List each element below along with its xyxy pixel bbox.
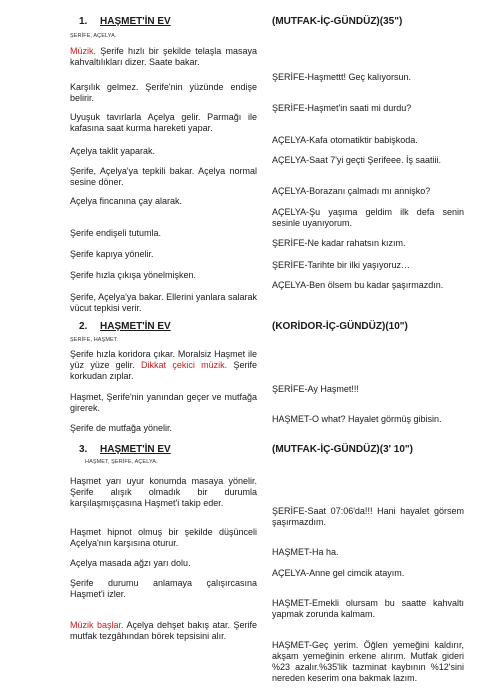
- action-line: Şerife, Açelya'ya bakar. Ellerini yanlara salarak vücut tepkisi verir.: [70, 292, 257, 313]
- action-line: Şerife kapıya yönelir.: [70, 249, 154, 259]
- action-line: Şerife, Açelya'ya tepkili bakar. Açelya normal sesine döner.: [70, 166, 257, 187]
- action-line: Haşmet yarı uyur konumda masaya yönelir. Şerife alışık olmadık bir durumla karşılaşmışçasına Haşmet'i takip eder.: [70, 476, 257, 508]
- scene-cast: ŞERİFE, HAŞMET.: [70, 337, 119, 343]
- dialogue-line: AÇELYA-Borazanı çalmadı mı annişko?: [272, 186, 431, 196]
- scene-location: HAŞMET'İN EV: [100, 321, 171, 332]
- action-line: Açelya taklit yaparak.: [70, 146, 156, 156]
- scene-setting: (MUTFAK-İÇ-GÜNDÜZ)(35"): [272, 16, 403, 27]
- scene-number: 2.: [79, 321, 88, 332]
- scene-cast: ŞERİFE, AÇELYA.: [70, 33, 117, 39]
- dialogue-line: HAŞMET-O what? Hayalet görmüş gibisin.: [272, 414, 442, 424]
- dialogue-line: ŞERİFE-Tarihte bir ilki yaşıyoruz…: [272, 260, 411, 270]
- scene-setting: (MUTFAK-İÇ-GÜNDÜZ)(3' 10"): [272, 444, 413, 455]
- dialogue-line: AÇELYA-Saat 7'yi geçti Şerifeee. İş saatiii.: [272, 155, 441, 165]
- action-line: Açelya masada ağzı yarı dolu.: [70, 558, 191, 568]
- dialogue-line: ŞERİFE-Haşmettt! Geç kalıyorsun.: [272, 72, 412, 82]
- music-cue: Müzik başlar.: [70, 620, 124, 630]
- action-line: Şerife endişeli tutumla.: [70, 228, 162, 238]
- dialogue-line: AÇELYA-Anne gel cimcik atayım.: [272, 568, 405, 578]
- action-line: Şerife de mutfağa yönelir.: [70, 423, 173, 433]
- dialogue-line: ŞERİFE-Haşmet'in saati mi durdu?: [272, 103, 412, 113]
- scene-cast: HAŞMET, ŞERİFE, AÇELYA.: [85, 459, 158, 465]
- dialogue-line: ŞERİFE-Saat 07:06'da!!! Hani hayalet görsem şaşırmazdım.: [272, 506, 464, 527]
- action-line: Şerife hızla koridora çıkar. Moralsiz Haşmet ile yüz yüze gelir. Dikkat çekici müzik. Şerife korkudan zıplar.: [70, 349, 258, 381]
- dialogue-line: HAŞMET-Geç yerim. Öğlen yemeğini kaldırır, akşam yemeğinin erkene alırım. Mutfak gideri %23 azalır.%35'lik tazminat kaybının %12'sini nereden keserim ona bakmak lazım.: [272, 640, 464, 683]
- dialogue-line: HAŞMET-Ha ha.: [272, 547, 339, 557]
- action-line: Açelya fincanına çay alarak.: [70, 196, 183, 206]
- dialogue-line: HAŞMET-Emekli olursam bu saatte kahvaltı yapmak zorunda kalmam.: [272, 598, 464, 619]
- scene-location: HAŞMET'İN EV: [100, 444, 171, 455]
- dialogue-line: AÇELYA-Şu yaşıma geldim ilk defa senin sesinle uyanıyorum.: [272, 207, 464, 228]
- scene-number: 3.: [79, 444, 88, 455]
- action-line: Müzik. Şerife hızlı bir şekilde telaşla masaya kahvaltılıkları dizer. Saate bakar.: [70, 46, 257, 67]
- scene-setting: (KORİDOR-İÇ-GÜNDÜZ)(10"): [272, 321, 408, 332]
- action-line: Karşılık gelmez. Şerife'nin yüzünde endişe belirir.: [70, 82, 257, 103]
- dialogue-line: ŞERİFE-Ay Haşmet!!!: [272, 384, 359, 394]
- dialogue-line: ŞERİFE-Ne kadar rahatsın kızım.: [272, 238, 406, 248]
- dialogue-line: AÇELYA-Kafa otomatiktir babişkoda.: [272, 135, 418, 145]
- scene-number: 1.: [79, 16, 88, 27]
- action-line: Şerife durumu anlamaya çalışırcasına Haşmet'i izler.: [70, 578, 257, 599]
- action-line: Haşmet hipnot olmuş bir şekilde düşünceli Açelya'nın karşısına oturur.: [70, 527, 257, 548]
- scene-location: HAŞMET'İN EV: [100, 16, 171, 27]
- action-line: Haşmet, Şerife'nin yanından geçer ve mutfağa girerek.: [70, 392, 257, 413]
- music-cue: Dikkat çekici müzik.: [141, 360, 228, 370]
- action-line: Uyuşuk tavırlarla Açelya gelir. Parmağı ile kafasına saat kurma hareketi yapar.: [70, 112, 257, 133]
- dialogue-line: AÇELYA-Ben ölsem bu kadar şaşırmazdın.: [272, 280, 444, 290]
- action-line: Şerife hızla çıkışa yönelmişken.: [70, 270, 197, 280]
- action-line: Müzik başlar. Açelya dehşet bakış atar. Şerife mutfak tezgâhından börek tepsisini alır.: [70, 620, 257, 641]
- music-cue: Müzik.: [70, 46, 97, 56]
